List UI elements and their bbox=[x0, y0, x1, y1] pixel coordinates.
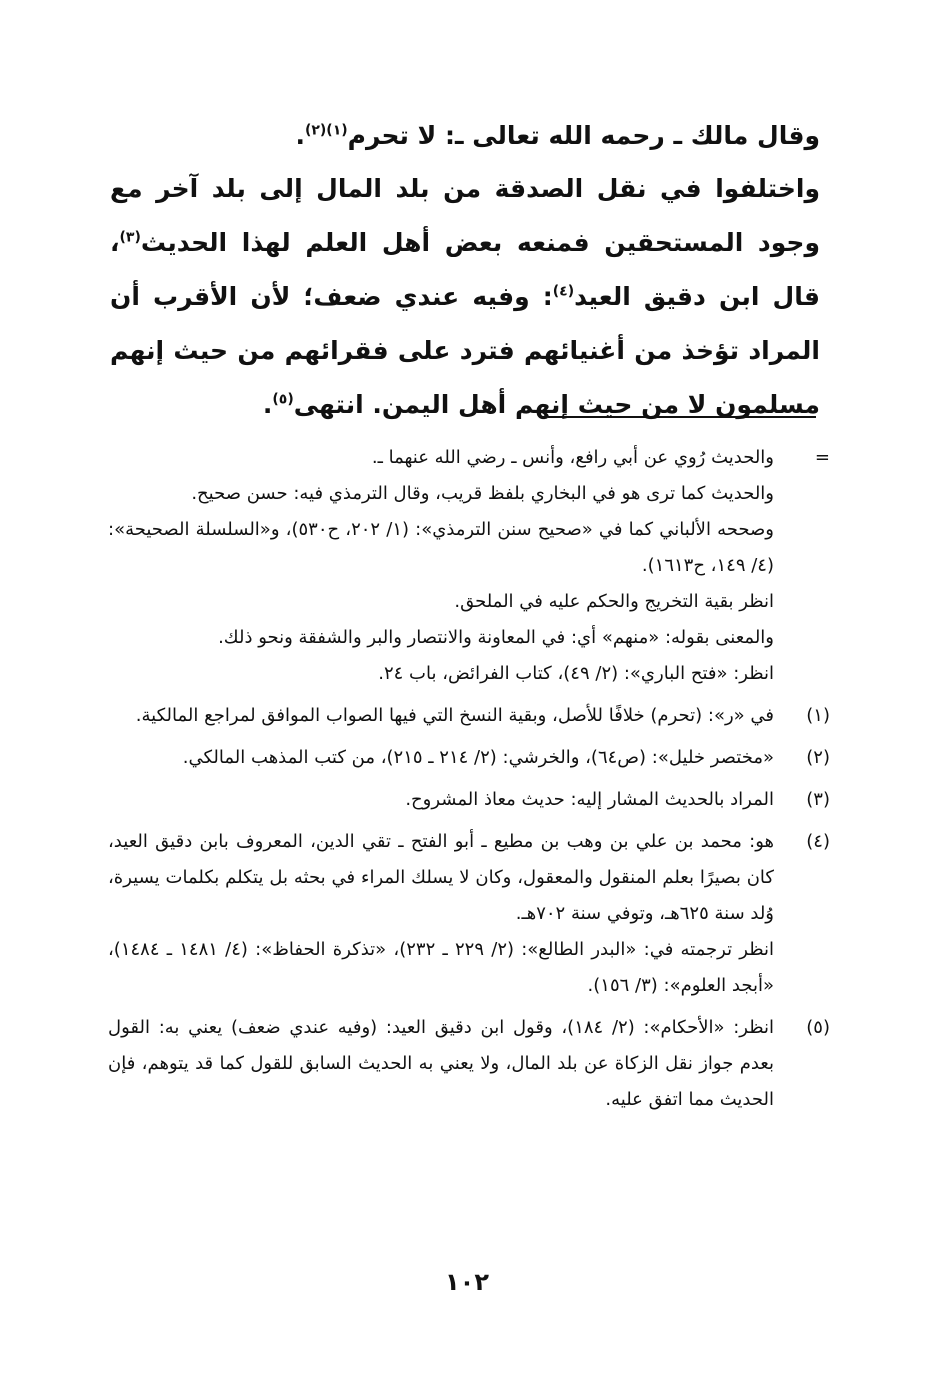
footnote-separator bbox=[548, 416, 816, 418]
footnote-text: انظر: «الأحكام»: (٢/ ١٨٤)، وقول ابن دقيق العيد: (وفيه عندي ضعف) يعني به: القول بعدم جواز نقل الزكاة عن بلد المال، ولا يعني به الحديث السابق للقول كما قد يتوهم، فإن الحديث مما اتفق عليه. bbox=[108, 1017, 774, 1110]
footnote-2 bbox=[108, 740, 830, 776]
continuation-line: والحديث كما ترى هو في البخاري بلفظ قريب، وقال الترمذي فيه: حسن صحيح. bbox=[191, 483, 774, 504]
footnote-text: المراد بالحديث المشار إليه: حديث معاذ المشروح. bbox=[405, 789, 774, 810]
continuation-mark: = bbox=[814, 447, 830, 468]
main-paragraph-2: واختلفوا في نقل الصدقة من بلد المال إلى بلد آخر مع وجود المستحقين فمنعه بعض أهل العلم لهذا الحديث$^{(٣)}$، قال ابن دقيق العيد$^{(٤)}$: وفيه عندي ضعف؛ لأن الأقرب أن المراد تؤخذ من أغنيائهم فترد على فقرائهم من حيث إنهم مسلمون لا من حيث إنهم أهل اليمن. انتهى$^{(٥)}$. bbox=[110, 174, 820, 419]
footnote-number: (١) bbox=[806, 705, 830, 726]
footnote-4 bbox=[108, 824, 830, 1004]
main-text bbox=[110, 110, 820, 432]
footnote-text: هو: محمد بن علي بن وهب بن مطيع ـ أبو الفتح ـ تقي الدين، المعروف بابن دقيق العيد، كان بصيرًا بعلم المنقول والمعقول، وكان لا يسلك المراء في بحثه بل يتكلم بكلمات يسيرة، وُلد سنة ٦٢٥هـ، وتوفي سنة ٧٠٢هـ. bbox=[108, 831, 774, 924]
footnote-5 bbox=[108, 1010, 830, 1118]
footnote-number: (٣) bbox=[806, 789, 830, 810]
footnote-text: انظر ترجمته في: «البدر الطالع»: (٢/ ٢٢٩ ـ ٢٣٢)، «تذكرة الحفاظ»: (٤/ ١٤٨١ ـ ١٤٨٤)، «أبجد العلوم»: (٣/ ١٥٦). bbox=[108, 939, 775, 996]
footnote-ref-1-2[interactable]: (١)(٢) bbox=[304, 122, 348, 139]
page-number: ١٠٢ bbox=[445, 1268, 489, 1296]
footnote-ref-4[interactable]: (٤) bbox=[552, 283, 575, 300]
footnote-text: في «ر»: (تحرم) خلافًا للأصل، وبقية النسخ التي فيها الصواب الموافق لمراجع المالكية. bbox=[135, 705, 774, 726]
footnotes bbox=[108, 440, 830, 1124]
footnote-3 bbox=[108, 782, 830, 818]
continuation-line: انظر: «فتح الباري»: (٢/ ٤٩)، كتاب الفرائض، باب ٢٤. bbox=[378, 663, 774, 684]
main-paragraph-1: وقال مالك ـ رحمه الله تعالى ـ: لا تحرم$^{(١)(٢)}$. bbox=[295, 121, 820, 150]
footnote-continuation bbox=[108, 440, 830, 692]
continuation-line: والحديث رُوي عن أبي رافع، وأنس ـ رضي الله عنهما ـ. bbox=[371, 447, 774, 468]
footnote-number: (٥) bbox=[806, 1017, 830, 1038]
footnote-ref-5[interactable]: (٥) bbox=[272, 391, 294, 408]
footnote-ref-3[interactable]: (٣) bbox=[119, 229, 141, 246]
continuation-line: انظر بقية التخريج والحكم عليه في الملحق. bbox=[454, 591, 774, 612]
footnote-number: (٢) bbox=[806, 747, 830, 768]
footnote-1 bbox=[108, 698, 830, 734]
footnote-number: (٤) bbox=[806, 831, 830, 852]
continuation-line: والمعنى بقوله: «منهم» أي: في المعاونة والانتصار والبر والشفقة ونحو ذلك. bbox=[218, 627, 774, 648]
footnote-text: «مختصر خليل»: (ص٦٤)، والخرشي: (٢/ ٢١٤ ـ ٢١٥)، من كتب المذهب المالكي. bbox=[182, 747, 774, 768]
continuation-line: وصححه الألباني كما في «صحيح سنن الترمذي»: (١/ ٢٠٢، ح٥٣٠)، و«السلسلة الصحيحة»: (٤/ ١٤٩، ح١٦١٣). bbox=[108, 519, 774, 576]
